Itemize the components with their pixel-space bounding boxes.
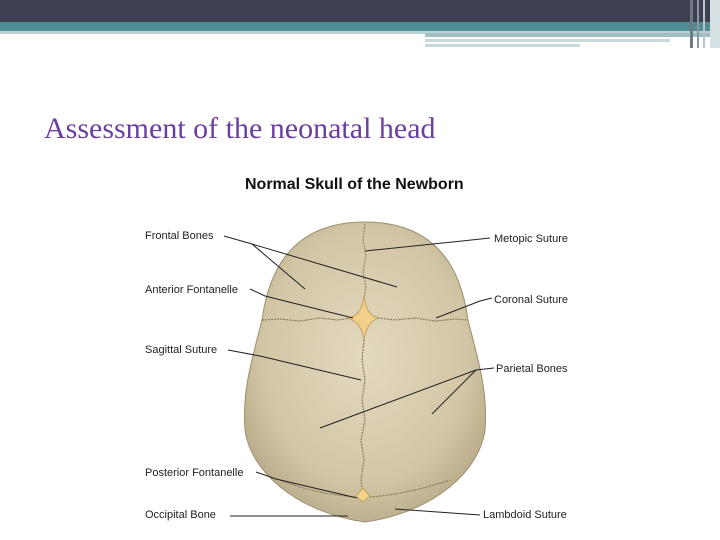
slide-title: Assessment of the neonatal head xyxy=(44,112,436,145)
label-metopic-suture: Metopic Suture xyxy=(494,233,568,245)
label-frontal-bones: Frontal Bones xyxy=(145,230,214,242)
label-sagittal-suture: Sagittal Suture xyxy=(145,344,218,356)
label-parietal-bones: Parietal Bones xyxy=(496,363,568,375)
label-coronal-suture: Coronal Suture xyxy=(494,294,568,306)
label-anterior-fontanelle: Anterior Fontanelle xyxy=(145,284,238,296)
label-occipital-bone: Occipital Bone xyxy=(145,509,216,521)
figure-title: Normal Skull of the Newborn xyxy=(245,176,464,193)
label-posterior-fontanelle: Posterior Fontanelle xyxy=(145,467,244,479)
label-lambdoid-suture: Lambdoid Suture xyxy=(483,509,567,521)
skull-outline xyxy=(244,222,485,522)
